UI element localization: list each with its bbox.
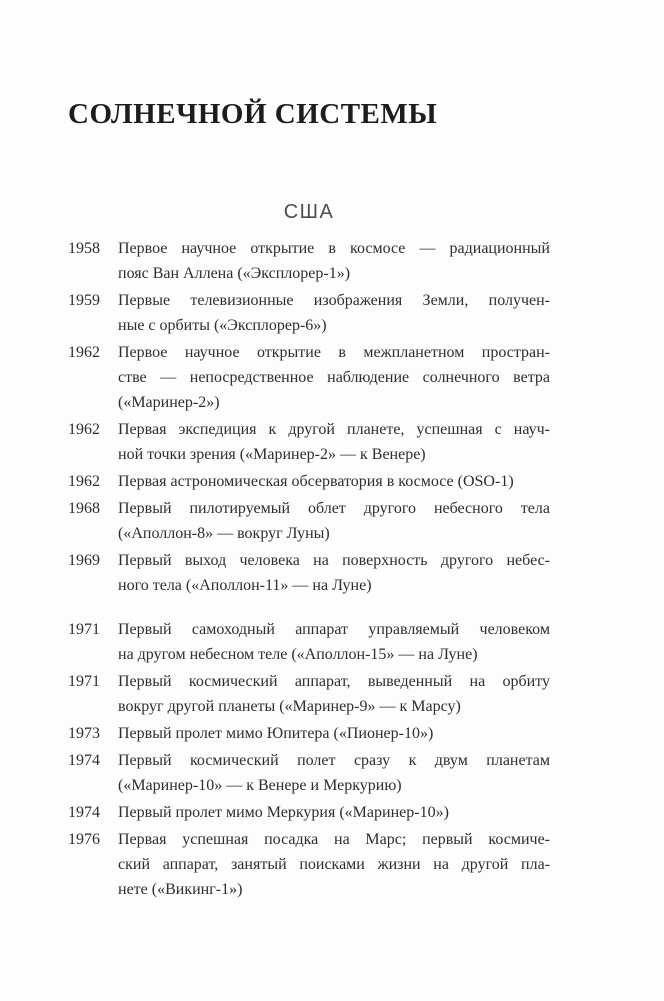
entry-text-line: Первый пролет мимо Юпитера («Пионер-10»): [118, 725, 434, 742]
entry-text-line: на другом небесном теле («Аполлон-15» — на Луне): [118, 646, 478, 663]
entry-text: [118, 827, 550, 902]
entry-year: 1968: [68, 500, 100, 517]
entry-text: [118, 548, 550, 598]
entry-text-line: Первое научное открытие в межпланетном простран-: [118, 344, 550, 361]
entry-year: 1962: [68, 473, 100, 490]
entry-year: 1973: [68, 725, 100, 742]
entry-year: 1971: [68, 673, 100, 690]
entry-text-line: Первое научное открытие в космосе — радиационный: [118, 240, 550, 257]
timeline-entry: [68, 748, 550, 798]
entry-text-line: Первый самоходный аппарат управляемый человеком: [118, 621, 550, 638]
timeline-entry: [68, 548, 550, 598]
timeline-entry: [68, 236, 550, 286]
entry-text-line: Первый пилотируемый облет другого небесного тела: [118, 500, 550, 517]
entry-year: 1958: [68, 240, 100, 257]
entry-text-line: Первая экспедиция к другой планете, успешная с науч-: [118, 421, 550, 438]
entry-text-line: («Аполлон-8» — вокруг Луны): [118, 525, 330, 542]
entry-text: [118, 496, 550, 546]
entry-text-line: Первый пролет мимо Меркурия («Маринер-10»): [118, 804, 449, 821]
entry-text-line: Первый космический аппарат, выведенный на орбиту: [118, 673, 550, 690]
entry-year: 1962: [68, 421, 100, 438]
entry-text: [118, 417, 550, 467]
entry-text-line: Первая успешная посадка на Марс; первый космиче-: [118, 831, 550, 848]
entry-text: [118, 469, 550, 494]
entry-text: [118, 617, 550, 667]
entry-year: 1959: [68, 292, 100, 309]
entry-text-line: («Маринер-10» — к Венере и Меркурию): [118, 777, 402, 794]
entry-year: 1976: [68, 831, 100, 848]
entry-text: [118, 748, 550, 798]
entry-text: [118, 669, 550, 719]
entry-year: 1969: [68, 552, 100, 569]
entry-text: [118, 800, 550, 825]
entry-year: 1974: [68, 804, 100, 821]
entry-text-line: нете («Викинг-1»): [118, 881, 243, 898]
timeline-entry: [68, 417, 550, 467]
entry-text-line: стве — непосредственное наблюдение солнечного ветра: [118, 369, 550, 386]
timeline-entry: [68, 827, 550, 902]
entry-text-line: Первая астрономическая обсерватория в космосе (OSO-1): [118, 473, 514, 490]
timeline-entry: [68, 496, 550, 546]
timeline-entries: [68, 236, 550, 902]
entry-text-line: Первые телевизионные изображения Земли, получен-: [118, 292, 550, 309]
entry-text: [118, 288, 550, 338]
entry-text-line: пояс Ван Аллена («Эксплорер-1»): [118, 265, 351, 282]
entry-text: [118, 236, 550, 286]
entry-text-line: ного тела («Аполлон-11» — на Луне): [118, 577, 372, 594]
page-title: СОЛНЕЧНОЙ СИСТЕМЫ: [68, 98, 438, 130]
timeline-entry: [68, 617, 550, 667]
entry-year: 1974: [68, 752, 100, 769]
timeline-entry: [68, 469, 550, 494]
entry-text-line: ные с орбиты («Эксплорер-6»): [118, 317, 327, 334]
timeline-entry: [68, 721, 550, 746]
entry-text-line: Первый выход человека на поверхность другого небес-: [118, 552, 550, 569]
entry-text-line: («Маринер-2»): [118, 394, 220, 411]
entry-text: [118, 340, 550, 415]
entry-text: [118, 721, 550, 746]
entry-text-line: ский аппарат, занятый поисками жизни на другой пла-: [118, 856, 550, 873]
timeline-entry: [68, 800, 550, 825]
entry-text-line: Первый космический полет сразу к двум планетам: [118, 752, 550, 769]
section-heading-usa: США: [283, 201, 335, 223]
timeline-entry: [68, 340, 550, 415]
entry-year: 1971: [68, 621, 100, 638]
entry-text-line: вокруг другой планеты («Маринер-9» — к Марсу): [118, 698, 461, 715]
timeline-entry: [68, 669, 550, 719]
entry-year: 1962: [68, 344, 100, 361]
timeline-entry: [68, 288, 550, 338]
entry-text-line: ной точки зрения («Маринер-2» — к Венере): [118, 446, 426, 463]
